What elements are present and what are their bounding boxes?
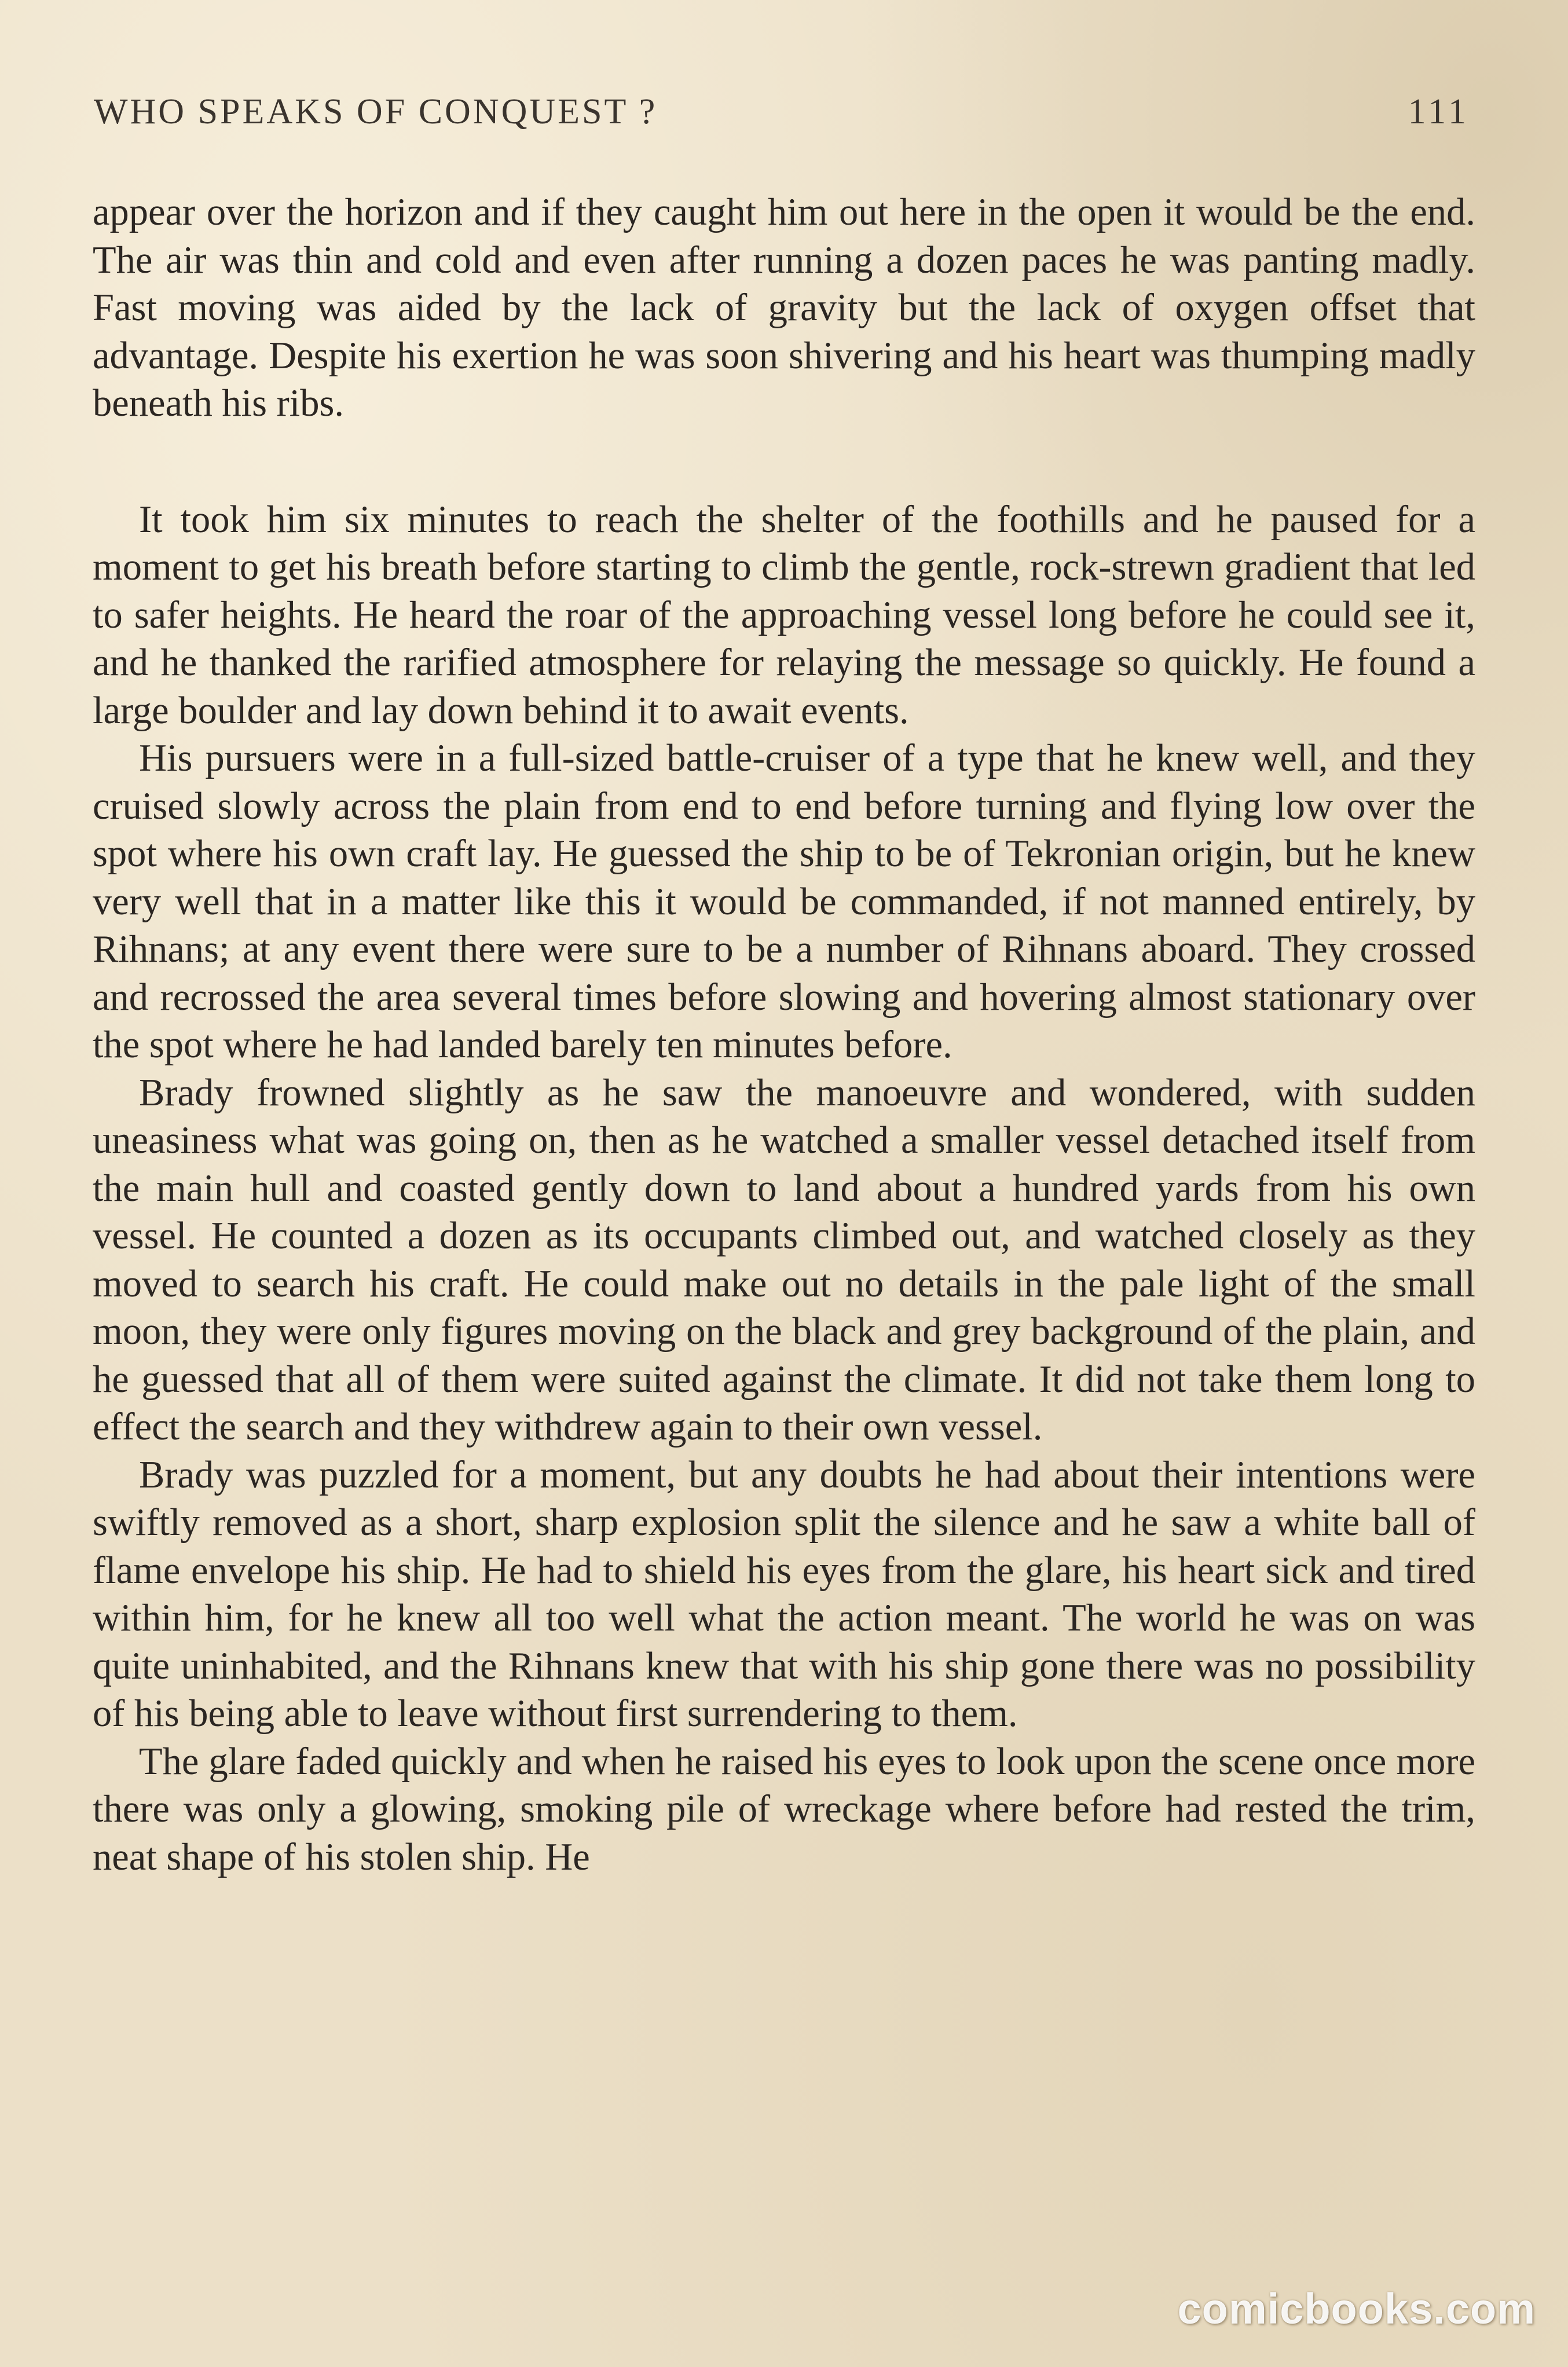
page-number: 111 <box>1408 92 1470 131</box>
paragraph: appear over the horizon and if they caught him out here in the open it would be the end. The air was thin and cold and even after running a dozen paces he was panting madly. Fast moving was aided by the lack of gravity but the lack of oxygen offset that advantage. Despite his exertion he was soon shivering and his heart was thumping madly beneath his ribs. <box>93 191 1475 424</box>
body-text <box>93 189 1475 1881</box>
paragraph: Brady frowned slightly as he saw the manoeuvre and wondered, with sudden uneasiness what was going on, then as he watched a smaller vessel detached itself from the main hull and coasted gently down to land about a hundred yards from his own vessel. He counted a dozen as its occupants climbed out, and watched closely as they moved to search his craft. He could make out no details in the pale light of the small moon, they were only figures moving on the black and grey background of the plain, and he guessed that all of them were suited against the climate. It did not take them long to effect the search and they withdrew again to their own vessel. <box>93 1071 1475 1448</box>
watermark: comicbooks.com <box>1177 2285 1536 2333</box>
running-title: WHO SPEAKS OF CONQUEST ? <box>94 92 658 131</box>
paragraph: The glare faded quickly and when he raised his eyes to look upon the scene once more there was only a glowing, smoking pile of wreckage where before had rested the trim, neat shape of his stolen ship. He <box>93 1740 1475 1878</box>
paragraph: It took him six minutes to reach the shelter of the foothills and he paused for a moment to get his breath before starting to climb the gentle, rock-strewn gradient that led to safer heights. He heard the roar of the approaching vessel long before he could see it, and he thanked the rarified atmosphere for relaying the message so quickly. He found a large boulder and lay down behind it to await events. <box>93 498 1475 732</box>
paragraph: His pursuers were in a full-sized battle-cruiser of a type that he knew well, and they cruised slowly across the plain from end to end before turning and flying low over the spot where his own craft lay. He guessed the ship to be of Tekronian origin, but he knew very well that in a matter like this it would be commanded, if not manned entirely, by Rihnans; at any event there were sure to be a number of Rihnans aboard. They crossed and recrossed the area several times before slowing and hovering almost stationary over the spot where he had landed barely ten minutes before. <box>93 737 1475 1066</box>
paragraph: Brady was puzzled for a moment, but any doubts he had about their intentions were swiftly removed as a short, sharp explosion split the silence and he saw a white ball of flame envelope his ship. He had to shield his eyes from the glare, his heart sick and tired within him, for he knew all too well what the action meant. The world he was on was quite uninhabited, and the Rihnans knew that with his ship gone there was no possibility of his being able to leave without first surrendering to them. <box>93 1453 1475 1735</box>
running-head <box>94 91 1475 138</box>
